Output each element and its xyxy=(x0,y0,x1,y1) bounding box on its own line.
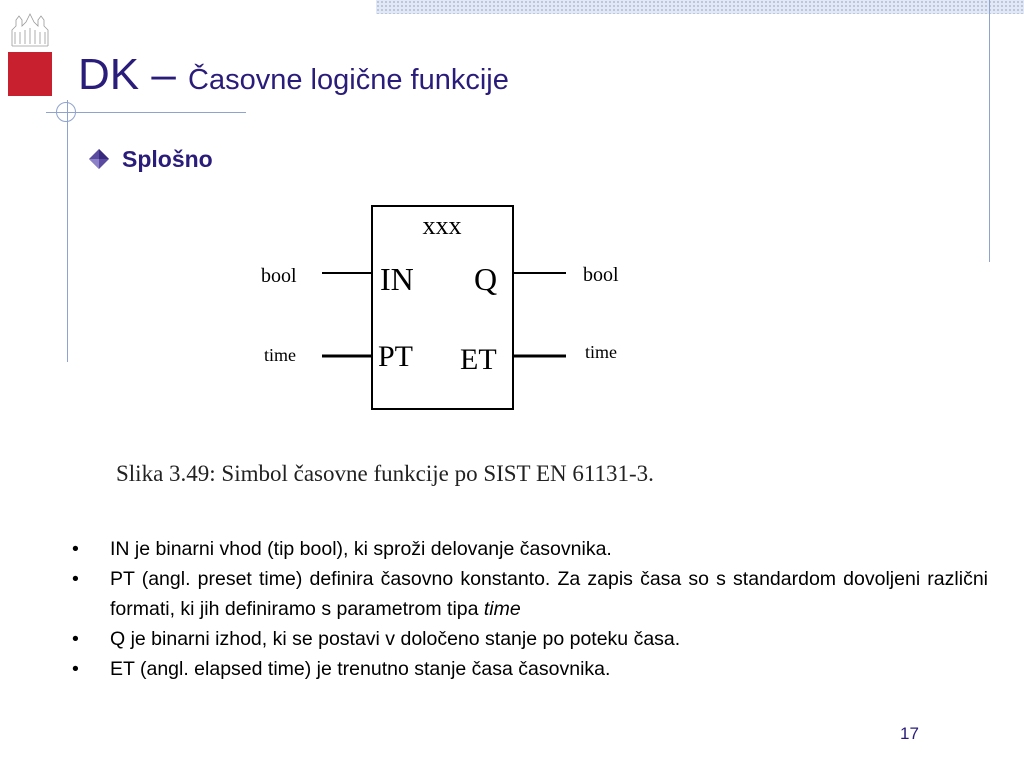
diamond-bullet-icon xyxy=(88,148,110,170)
title-main: DK – xyxy=(78,50,189,99)
left-guide-line xyxy=(67,100,68,362)
et-type-label: time xyxy=(585,342,617,362)
pin-in: IN xyxy=(380,261,414,297)
bullet-dot-icon: • xyxy=(72,628,79,650)
section-heading xyxy=(88,144,213,174)
bullet-text: PT (angl. preset time) definira časovno konstanto. Za zapis časa so s standardom dovoljeni različni formati, ki jih definiramo s parametrom tipa xyxy=(110,568,988,620)
bullet-item xyxy=(72,624,988,654)
q-type-label: bool xyxy=(583,264,619,286)
bullet-text: IN je binarni vhod (tip bool), ki sproži delovanje časovnika. xyxy=(110,538,612,560)
bullet-text: Q je binarni izhod, ki se postavi v določeno stanje po poteku časa. xyxy=(110,628,681,650)
bullet-item xyxy=(72,654,988,684)
university-logo xyxy=(8,8,52,98)
section-label: Splošno xyxy=(122,145,213,172)
pin-et: ET xyxy=(460,343,497,376)
bullet-dot-icon: • xyxy=(72,658,79,680)
timer-block-diagram xyxy=(250,196,650,416)
right-guide-line xyxy=(989,0,990,262)
title-sub: Časovne logične funkcije xyxy=(188,64,509,96)
slide-title xyxy=(78,50,509,100)
bullet-dot-icon: • xyxy=(72,538,79,560)
crosshair-circle xyxy=(56,102,76,122)
pt-type-label: time xyxy=(264,345,296,365)
bullet-item xyxy=(72,534,988,564)
page-number: 17 xyxy=(900,724,919,743)
title-underline xyxy=(46,112,246,113)
bullet-dot-icon: • xyxy=(72,568,79,590)
bullet-emphasis: time xyxy=(483,598,521,620)
pin-pt: PT xyxy=(378,340,414,373)
bullet-item xyxy=(72,564,988,624)
bullet-list xyxy=(72,534,988,684)
figure-caption: Slika 3.49: Simbol časovne funkcije po SIST EN 61131-3. xyxy=(116,461,654,486)
pin-q: Q xyxy=(474,261,498,297)
bullet-text: ET (angl. elapsed time) je trenutno stanje časa časovnika. xyxy=(110,658,611,680)
top-decorative-band xyxy=(376,0,1024,14)
block-name: xxx xyxy=(422,211,462,240)
in-type-label: bool xyxy=(261,265,297,287)
